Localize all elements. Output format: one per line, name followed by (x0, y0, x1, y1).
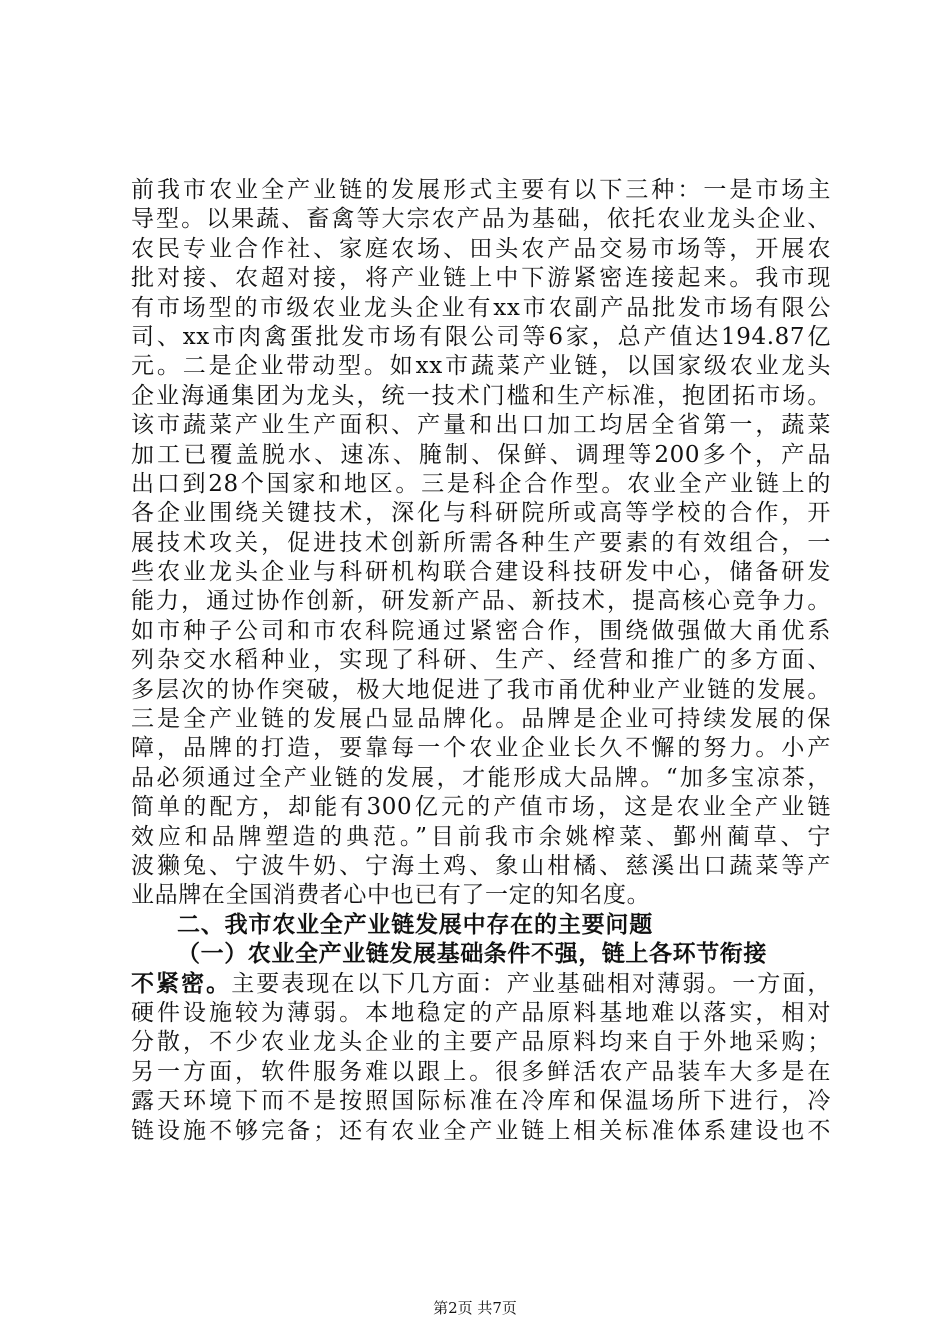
text-line: 分散，不少农业龙头企业的主要产品原料均来自于外地采购； (131, 1029, 831, 1056)
text-line: 多层次的协作突破，极大地促进了我市甬优种业产业链的发展。 (131, 676, 831, 703)
page-footer: 第2页 共7页 (433, 1299, 517, 1317)
text-line: 前我市农业全产业链的发展形式主要有以下三种：一是市场主 (131, 177, 831, 203)
text-line: 硬件设施较为薄弱。本地稳定的产品原料基地难以落实，相对 (131, 999, 831, 1026)
text-line: 司、xx市肉禽蛋批发市场有限公司等6家，总产值达194.87亿 (131, 323, 831, 350)
text-line: 出口到28个国家和地区。三是科企合作型。农业全产业链上的 (131, 470, 831, 497)
text-line: 品必须通过全产业链的发展，才能形成大品牌。“加多宝凉茶， (131, 764, 831, 791)
text-line: 链设施不够完备；还有农业全产业链上相关标准体系建设也不 (131, 1117, 831, 1144)
text-line: 各企业围绕关键技术，深化与科研院所或高等学校的合作，开 (131, 500, 831, 527)
text-line: 效应和品牌塑造的典范。”目前我市余姚榨菜、鄞州蔺草、宁 (131, 823, 831, 850)
text-line: 另一方面，软件服务难以跟上。很多鲜活农产品装车大多是在 (131, 1058, 831, 1085)
text-line: 业品牌在全国消费者心中也已有了一定的知名度。 (131, 882, 651, 909)
text-line: 简单的配方，却能有300亿元的产值市场，这是农业全产业链 (131, 794, 831, 821)
paragraph-industry-chain-forms (131, 176, 831, 911)
text-line: 如市种子公司和市农科院通过紧密合作，围绕做强做大甬优系 (131, 617, 831, 644)
text-line: 加工已覆盖脱水、速冻、腌制、保鲜、调理等200多个，产品 (131, 441, 831, 468)
text-line: 企业海通集团为龙头，统一技术门槛和生产标准，抱团拓市场。 (131, 382, 831, 409)
text-line: 展技术攻关，促进技术创新所需各种生产要素的有效组合，一 (131, 529, 831, 556)
paragraph-problems (131, 999, 831, 1146)
text-line: 障，品牌的打造，要靠每一个农业企业长久不懈的努力。小产 (131, 735, 831, 762)
text-line: 露天环境下而不是按照国际标准在冷库和保温场所下进行，冷 (131, 1088, 831, 1115)
text-line: 三是全产业链的发展凸显品牌化。品牌是企业可持续发展的保 (131, 706, 831, 733)
text-line: 列杂交水稻种业，实现了科研、生产、经营和推广的多方面、 (131, 647, 831, 674)
subheading-line-1: （一）农业全产业链发展基础条件不强，链上各环节衔接 (177, 941, 767, 968)
text-line: 能力，通过协作创新，研发新产品、新技术，提高核心竞争力。 (131, 588, 831, 615)
text-line: 批对接、农超对接，将产业链上中下游紧密连接起来。我市现 (131, 265, 831, 292)
section-heading: 二、我市农业全产业链发展中存在的主要问题 (177, 911, 653, 938)
text-line: 农民专业合作社、家庭农场、田头农产品交易市场等，开展农 (131, 235, 831, 262)
body-text (131, 176, 831, 1146)
text-line: 导型。以果蔬、畜禽等大宗农产品为基础，依托农业龙头企业、 (131, 206, 831, 233)
subheading-line-2: 不紧密。主要表现在以下几方面：产业基础相对薄弱。一方面， (131, 970, 832, 997)
text-line: 该市蔬菜产业生产面积、产量和出口加工均居全省第一，蔬菜 (131, 412, 831, 439)
text-line: 些农业龙头企业与科研机构联合建设科技研发中心，储备研发 (131, 559, 831, 586)
text-line: 元。二是企业带动型。如xx市蔬菜产业链，以国家级农业龙头 (131, 353, 831, 380)
text-line: 波獭兔、宁波牛奶、宁海土鸡、象山柑橘、慈溪出口蔬菜等产 (131, 852, 831, 879)
text-line: 有市场型的市级农业龙头企业有xx市农副产品批发市场有限公 (131, 294, 831, 321)
